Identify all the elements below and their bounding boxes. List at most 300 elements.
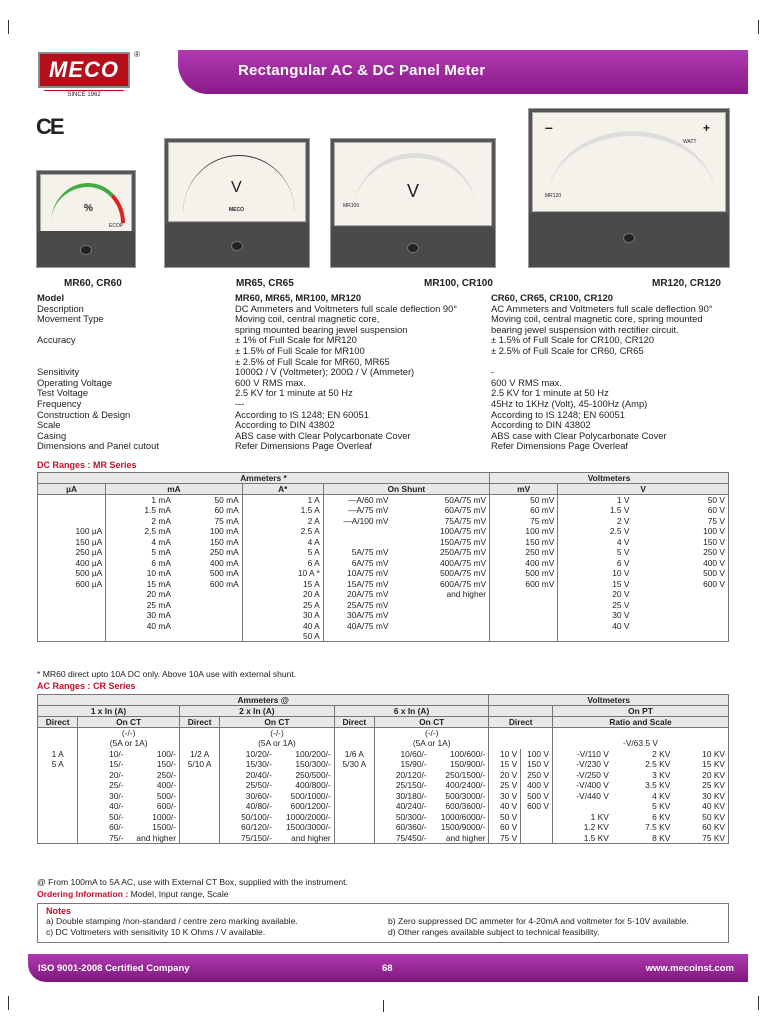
table-row — [38, 516, 729, 527]
table-cell: 15/- — [78, 759, 127, 770]
table-cell: 60A/75 mV — [444, 505, 487, 516]
table-cell: 40/80/- — [220, 801, 275, 812]
table-cell: 4 KV — [652, 790, 671, 801]
spec-key: Movement Type — [37, 313, 104, 325]
table-cell: 400/- — [156, 780, 176, 791]
table-cell — [334, 791, 374, 802]
table-cell — [632, 600, 728, 611]
table-cell: 5 V — [558, 547, 633, 558]
spec-key: Sensitivity — [37, 366, 80, 378]
table-row — [38, 505, 729, 516]
spec-mr-value: Moving coil, central magnetic core, — [235, 313, 380, 325]
meter-caption-mr120: MR120, CR120 — [652, 278, 721, 289]
table-cell — [174, 631, 242, 642]
table-cell — [391, 610, 489, 621]
spec-cr-value: According to IS 1248; EN 60051 — [491, 408, 625, 420]
table-cell: 1000/- — [152, 811, 176, 822]
table-cell: 25 mA — [106, 600, 174, 611]
table-header: 6 x In (A) — [334, 706, 489, 717]
spec-mr-value: ± 1.5% of Full Scale for MR100 — [235, 344, 365, 356]
table-cell — [553, 801, 612, 812]
table-cell: 100/- — [156, 748, 176, 759]
table-cell: 40/240/- — [374, 801, 429, 812]
table-cell: 500 V — [632, 568, 728, 579]
table-cell: 250 mV — [490, 547, 558, 558]
table-cell: 25A/75 mV — [323, 600, 391, 611]
table-cell: 400 mV — [490, 558, 558, 569]
table-cell: 50 mV — [490, 495, 558, 506]
spec-mr-value: ± 1% of Full Scale for MR120 — [235, 334, 357, 346]
table-cell — [38, 621, 106, 632]
zero-adjust-icon — [623, 233, 635, 243]
table-row — [38, 547, 729, 558]
table-row — [38, 610, 729, 621]
table-cell — [38, 505, 106, 516]
table-cell: 400 mA — [209, 557, 239, 568]
table-cell: 4 mA — [106, 537, 174, 548]
table-cell: 5 A — [242, 547, 323, 558]
table-cell: 20 V — [558, 589, 633, 600]
table-header: On CT — [220, 717, 334, 728]
table-cell: 2.5 mA — [106, 526, 174, 537]
table-cell: 20 A — [242, 589, 323, 600]
table-cell: 60 V — [489, 822, 521, 833]
table-cell: 50 KV — [673, 812, 728, 823]
ac-ranges-title: AC Ranges : CR Series — [37, 681, 136, 691]
table-header: On CT — [374, 717, 488, 728]
meter-face — [40, 174, 132, 234]
website-link[interactable]: www.mecoinst.com — [645, 963, 734, 974]
table-header: µA — [38, 484, 106, 495]
meter-caption-mr65: MR65, CR65 — [236, 278, 294, 289]
zero-adjust-icon — [407, 243, 419, 253]
table-cell: 40 A — [242, 621, 323, 632]
table-cell: 2.5 KV — [645, 759, 671, 770]
table-cell: 150/900/- — [450, 759, 486, 770]
page-header — [28, 44, 748, 100]
table-row — [38, 812, 729, 823]
table-cell: 5 KV — [652, 801, 671, 812]
table-cell — [38, 516, 106, 527]
table-header: Voltmeters — [490, 473, 729, 484]
table-row — [38, 600, 729, 611]
table-cell: 15 mA — [106, 579, 174, 590]
table-cell: and higher — [430, 833, 489, 844]
table-cell: 1500/3000/- — [286, 822, 331, 833]
meter-face-mark: MECO — [229, 207, 244, 213]
table-cell: 1 mA — [106, 495, 174, 506]
spec-key: Model — [37, 292, 65, 303]
table-cell: 1000/2000/- — [286, 811, 331, 822]
table-cell: 50 A — [242, 631, 323, 642]
table-cell — [521, 833, 553, 844]
table-cell — [632, 610, 728, 621]
meter-face — [168, 142, 306, 222]
table-row — [38, 558, 729, 569]
meter-image-mr100 — [330, 138, 496, 268]
table-cell: 40 V — [558, 621, 633, 632]
spec-cr-value: CR60, CR65, CR100, CR120 — [491, 292, 613, 303]
table-cell: 25/150/- — [374, 780, 429, 791]
table-cell — [334, 812, 374, 823]
table-cell: 500A/75 mV — [439, 568, 487, 579]
ac-ranges-table — [37, 694, 729, 844]
table-cell: 15 KV — [673, 759, 728, 770]
ordering-information — [37, 889, 229, 899]
table-row — [38, 801, 729, 812]
table-cell: 600/3600/- — [445, 801, 486, 812]
table-cell: 100/200/- — [295, 748, 331, 759]
table-cell: 1 A — [38, 749, 78, 760]
table-cell — [174, 600, 242, 611]
spec-cr-value: AC Ammeters and Voltmeters full scale deflection 90° — [491, 302, 713, 314]
spec-key: Scale — [37, 419, 61, 431]
table-cell: 50 V — [489, 812, 521, 823]
table-cell: 75/- — [78, 833, 127, 844]
table-row — [38, 526, 729, 537]
table-header: mV — [490, 484, 558, 495]
spec-row — [37, 367, 737, 378]
table-cell: 400/2400/- — [445, 780, 486, 791]
table-cell: 6A/75 mV — [323, 558, 391, 569]
table-cell: 1/6 A — [334, 749, 374, 760]
spec-key: Operating Voltage — [37, 376, 113, 388]
table-cell: 60 mV — [490, 505, 558, 516]
table-row — [38, 791, 729, 802]
table-row — [38, 749, 729, 760]
meter-base — [529, 213, 729, 267]
table-cell: 1500/- — [152, 822, 176, 833]
table-cell: 600 µA — [38, 579, 106, 590]
table-cell: 10/60/- — [374, 749, 429, 760]
table-cell: 250A/75 mV — [439, 547, 487, 558]
table-cell: 600A/75 mV — [439, 578, 487, 589]
spec-cr-value: 2.5 KV for 1 minute at 50 Hz — [491, 387, 609, 399]
table-cell — [391, 600, 489, 611]
page-number: 68 — [382, 963, 393, 974]
spec-key: Accuracy — [37, 334, 76, 346]
table-header: 2 x In (A) — [180, 706, 335, 717]
table-cell: 150A/75 mV — [439, 536, 487, 547]
table-cell — [391, 621, 489, 632]
table-cell — [38, 780, 78, 791]
table-cell: 60/360/- — [374, 822, 429, 833]
table-cell: 600/- — [156, 801, 176, 812]
table-cell: 250/1500/- — [445, 769, 486, 780]
table-header: A* — [242, 484, 323, 495]
table-cell: 6 KV — [652, 811, 671, 822]
table-cell: 6 A — [242, 558, 323, 569]
table-cell — [38, 791, 78, 802]
table-header: Voltmeters — [489, 695, 729, 706]
table-cell: (5A or 1A) — [78, 738, 180, 749]
spec-row — [37, 441, 737, 452]
spec-mr-value: Refer Dimensions Page Overleaf — [235, 440, 373, 452]
table-cell: 150/300/- — [295, 759, 331, 770]
note-a: a) Double stamping /non-standard / centre zero marking available. — [46, 916, 298, 926]
spec-cr-value: ± 2.5% of Full Scale for CR60, CR65 — [491, 344, 644, 356]
minus-sign: – — [545, 119, 553, 135]
spec-cr-value: 45Hz to 1KHz (Volt), 45-100Hz (Amp) — [491, 397, 648, 409]
table-cell: —A/60 mV — [323, 495, 391, 506]
table-cell: 1 KV — [553, 812, 612, 823]
table-cell: 1.5 KV — [553, 833, 612, 844]
table-cell: 10 V — [489, 749, 521, 760]
table-cell: 150 mA — [209, 536, 239, 547]
table-cell: 1500/9000/- — [440, 822, 486, 833]
table-cell: 250 µA — [38, 547, 106, 558]
table-cell: 250/- — [156, 769, 176, 780]
table-cell — [334, 801, 374, 812]
table-cell: 20A/75 mV — [323, 589, 391, 600]
table-cell — [106, 631, 174, 642]
table-cell: 25/- — [78, 780, 127, 791]
table-cell — [334, 738, 374, 749]
spec-key: Frequency — [37, 397, 82, 409]
table-cell — [180, 791, 220, 802]
table-row — [38, 770, 729, 781]
dc-ranges-table — [37, 472, 729, 642]
table-cell: 2 A — [242, 516, 323, 527]
table-cell: 2 V — [558, 516, 633, 527]
table-cell: 75 V — [489, 833, 521, 844]
table-cell: 1/2 A — [180, 749, 220, 760]
table-cell: —A/75 mV — [323, 505, 391, 516]
crop-mark — [383, 1000, 384, 1012]
table-cell — [38, 770, 78, 781]
table-cell — [38, 728, 78, 739]
spec-key: Casing — [37, 429, 67, 441]
iso-certification: ISO 9001-2008 Certified Company — [38, 963, 190, 974]
table-cell — [38, 631, 106, 642]
table-cell: 400 V — [521, 780, 553, 791]
spec-key: Test Voltage — [37, 387, 89, 399]
table-cell: 15 A — [242, 579, 323, 590]
table-cell: and higher — [446, 589, 487, 600]
table-cell: 20/- — [78, 770, 127, 781]
spec-mr-value: According to IS 1248; EN 60051 — [235, 408, 369, 420]
table-cell: -V/63.5 V — [553, 738, 729, 749]
table-cell: 15/90/- — [374, 759, 429, 770]
meter-caption-mr60: MR60, CR60 — [64, 278, 122, 289]
table-cell — [334, 780, 374, 791]
table-cell: 30/- — [78, 791, 127, 802]
table-cell: 1.5 V — [558, 505, 633, 516]
table-cell: (5A or 1A) — [220, 738, 334, 749]
table-cell: 500 mV — [490, 568, 558, 579]
table-cell: 60/120/- — [220, 822, 275, 833]
table-cell: 100 mA — [209, 526, 239, 537]
crop-mark — [758, 20, 759, 34]
table-cell: 30/180/- — [374, 791, 429, 802]
table-cell: 30/60/- — [220, 791, 275, 802]
ce-mark-icon: CE — [36, 114, 63, 139]
notes-title: Notes — [46, 906, 72, 916]
spec-cr-value: bearing jewel suspension with rectifier circuit. — [491, 323, 679, 335]
table-cell: 20 mA — [106, 589, 174, 600]
table-cell: (-/-) — [220, 728, 334, 739]
table-cell: 500/3000/- — [445, 790, 486, 801]
spec-cr-value: 600 V RMS max. — [491, 376, 562, 388]
table-cell: 1.5 A — [242, 505, 323, 516]
table-cell — [632, 621, 728, 632]
table-header: Ratio and Scale — [553, 717, 729, 728]
table-cell: 10 V — [558, 568, 633, 579]
page-footer — [28, 954, 748, 982]
table-cell — [180, 770, 220, 781]
table-cell: 75/150/- — [220, 833, 275, 844]
table-cell — [38, 833, 78, 844]
spec-mr-value: 600 V RMS max. — [235, 376, 306, 388]
table-cell: 2.5 A — [242, 526, 323, 537]
note-b: b) Zero suppressed DC ammeter for 4-20mA and voltmeter for 5-10V available. — [388, 916, 689, 926]
table-cell: 25 V — [558, 600, 633, 611]
table-cell — [391, 631, 489, 642]
table-cell: 600 V — [632, 579, 728, 590]
spec-cr-value: - — [491, 366, 495, 378]
table-cell: 500/1000/- — [290, 790, 331, 801]
table-cell: 10 KV — [673, 749, 728, 760]
table-cell — [38, 495, 106, 506]
table-cell: 400 V — [632, 558, 728, 569]
table-cell: 2 KV — [652, 748, 671, 759]
table-header: 1 x In (A) — [38, 706, 180, 717]
table-cell — [490, 589, 558, 600]
table-header: Ammeters @ — [38, 695, 489, 706]
notes-box — [37, 903, 729, 943]
table-header: Direct — [334, 717, 374, 728]
table-cell: 7.5 KV — [645, 822, 671, 833]
table-cell: 10 mA — [106, 568, 174, 579]
plus-sign: + — [703, 121, 711, 135]
meter-image-mr120 — [528, 108, 730, 268]
meter-face — [334, 142, 492, 226]
table-cell: (-/-) — [374, 728, 488, 739]
table-cell: 15A/75 mV — [323, 579, 391, 590]
table-cell — [180, 780, 220, 791]
table-row — [38, 833, 729, 844]
table-cell: 5/10 A — [180, 759, 220, 770]
table-cell: 75 KV — [673, 833, 728, 844]
table-cell: 500/- — [156, 790, 176, 801]
page-title: Rectangular AC & DC Panel Meter — [238, 62, 486, 79]
spec-mr-value: spring mounted bearing jewel suspension — [235, 323, 408, 335]
spec-mr-value: DC Ammeters and Voltmeters full scale deflection 90° — [235, 302, 458, 314]
spec-row — [37, 399, 737, 410]
meter-face-symbol: V — [407, 181, 420, 201]
dc-note: * MR60 direct upto 10A DC only. Above 10A use with external shunt. — [37, 669, 297, 679]
meter-base — [37, 231, 135, 267]
table-cell: 30A/75 mV — [323, 610, 391, 621]
table-cell: 8 KV — [612, 833, 673, 844]
table-cell: and higher — [127, 833, 180, 844]
table-cell — [490, 610, 558, 621]
table-cell: 100 V — [632, 526, 728, 537]
table-cell — [38, 801, 78, 812]
table-cell — [180, 833, 220, 844]
spec-cr-value: Moving coil, central magnetic core, spring mounted — [491, 313, 703, 325]
table-cell: 150/- — [156, 759, 176, 770]
dc-ranges-title: DC Ranges : MR Series — [37, 460, 137, 470]
table-cell: 15/30/- — [220, 759, 275, 770]
table-cell: 2 mA — [106, 516, 174, 527]
table-cell: -V/250 V — [553, 770, 612, 781]
table-cell — [174, 589, 242, 600]
table-cell — [632, 589, 728, 600]
table-cell: 600 mA — [209, 578, 239, 589]
table-cell: 500 V — [521, 791, 553, 802]
meter-base — [331, 227, 495, 267]
table-cell — [521, 812, 553, 823]
crop-mark — [8, 20, 9, 34]
spec-cr-value: ABS case with Clear Polycarbonate Cover — [491, 429, 667, 441]
table-cell — [490, 621, 558, 632]
table-cell: 4 V — [558, 537, 633, 548]
table-cell: 75 mA — [214, 515, 239, 526]
table-cell: 1 A — [242, 495, 323, 506]
zero-adjust-icon — [231, 241, 243, 251]
table-cell: 5/30 A — [334, 759, 374, 770]
ordering-label: Ordering Information : — [37, 889, 129, 899]
zero-adjust-icon — [80, 245, 92, 255]
table-cell: 1.2 KV — [553, 822, 612, 833]
table-cell — [632, 631, 728, 642]
table-cell: 1000/6000/- — [440, 811, 486, 822]
table-cell: 10/- — [78, 749, 127, 760]
table-cell: 50/- — [78, 812, 127, 823]
table-cell: 40/- — [78, 801, 127, 812]
spec-key: Description — [37, 302, 84, 314]
table-cell — [334, 822, 374, 833]
table-cell: 75 V — [632, 516, 728, 527]
note-d: d) Other ranges available subject to technical feasibility. — [388, 927, 600, 937]
table-cell — [180, 822, 220, 833]
table-header: Direct — [38, 717, 78, 728]
specification-list — [37, 293, 737, 452]
table-cell — [490, 600, 558, 611]
table-cell — [180, 812, 220, 823]
table-cell: 40A/75 mV — [323, 621, 391, 632]
spec-row — [37, 410, 737, 421]
table-cell — [558, 631, 633, 642]
table-cell: 600 mV — [490, 579, 558, 590]
meter-base — [165, 223, 309, 267]
table-cell: 40 mA — [106, 621, 174, 632]
table-cell: 50/100/- — [220, 812, 275, 823]
table-cell: 10 A * — [242, 568, 323, 579]
table-cell: 60/- — [78, 822, 127, 833]
table-cell: 150 mV — [490, 537, 558, 548]
table-cell: 10A/75 mV — [323, 568, 391, 579]
table-cell: 30 mA — [106, 610, 174, 621]
table-row — [38, 589, 729, 600]
table-cell: 10/20/- — [220, 749, 275, 760]
table-cell — [180, 801, 220, 812]
table-cell: 400A/75 mV — [439, 557, 487, 568]
meter-image-mr65 — [164, 138, 310, 268]
table-cell — [174, 621, 242, 632]
spec-cr-value: According to DIN 43802 — [491, 419, 591, 431]
table-cell — [174, 610, 242, 621]
table-cell: 50 mA — [214, 495, 239, 505]
table-cell — [334, 833, 374, 844]
table-header: Direct — [180, 717, 220, 728]
table-header: On Shunt — [323, 484, 489, 495]
meco-logo: MECO — [38, 52, 130, 88]
table-cell — [38, 738, 78, 749]
table-cell: 75A/75 mV — [444, 515, 487, 526]
table-cell: 100 V — [521, 749, 553, 760]
